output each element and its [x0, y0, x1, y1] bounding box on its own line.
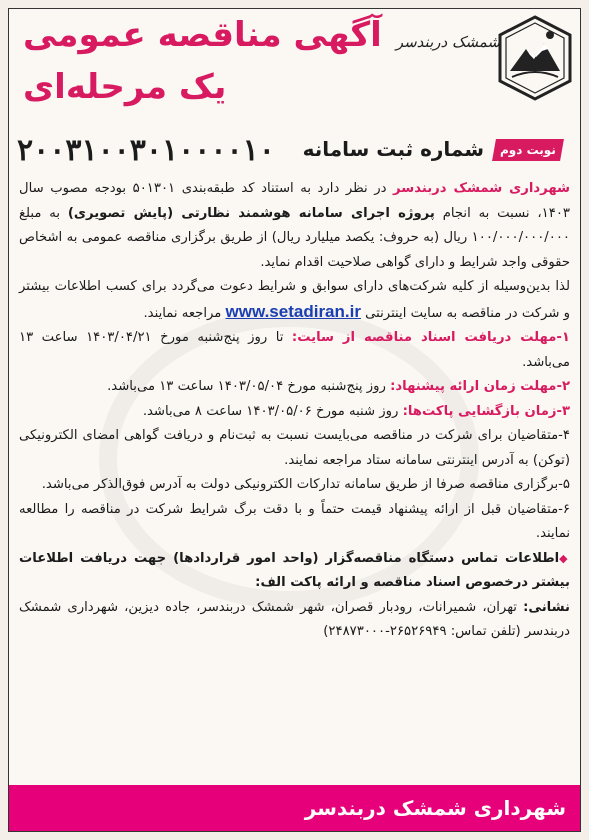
item-6: ۶-متقاضیان قبل از ارائه پیشنهاد قیمت حتماً و با دقت برگ شرایط شرکت در مناقصه را مطالعه نمایند. [19, 501, 570, 541]
address-paragraph: نشانی: تهران، شمیرانات، رودبار قصران، شهر شمشک دربندسر، جاده دیزین، شهرداری شمشک دربندسر (تلفن تماس: ۲۶۵۲۶۹۴۹-۲۴۸۷۳۰۰۰) [19, 599, 570, 639]
registration-row [9, 133, 580, 177]
round-badge: نوبت دوم [492, 139, 564, 161]
footer-banner: شهرداری شمشک دربندسر [9, 785, 580, 831]
project-name: پروژه اجرای سامانه هوشمند نظارتی (پایش تصویری) [67, 205, 435, 221]
item-1: ۱-مهلت دریافت اسناد مناقصه از سایت: تا روز پنج‌شنبه مورخ ۱۴۰۳/۰۴/۲۱ ساعت ۱۳ می‌باشد. [19, 330, 570, 370]
notice-body [19, 177, 570, 645]
contact-heading: ◆اطلاعات تماس دستگاه مناقصه‌گزار (واحد امور قراردادها) جهت دریافت اطلاعات بیشتر درخصوص اسناد مناقصه و ارائه پاکت الف: [19, 550, 570, 590]
item-3: ۳-زمان بازگشایی پاکت‌ها: روز شنبه مورخ ۱۴۰۳/۰۵/۰۶ ساعت ۸ می‌باشد. [142, 403, 570, 419]
setadiran-link[interactable]: www.setadiran.ir [225, 301, 361, 321]
notice-title: آگهی مناقصه عمومی [23, 15, 382, 55]
registration-label: شماره ثبت سامانه [302, 137, 484, 161]
invitation-paragraph: لذا بدین‌وسیله از کلیه شرکت‌های دارای سوابق و شرایط دعوت می‌گردد برای کسب اطلاعات بیشتر و شرکت در مناقصه به سایت اینترنتی www.setadiran.ir مراجعه نمایند. [19, 279, 570, 321]
notice-page [8, 8, 581, 832]
notice-subtitle: یک مرحله‌ای [23, 67, 227, 107]
item-2: ۲-مهلت زمان ارائه پیشنهاد: روز پنج‌شنبه مورخ ۱۴۰۳/۰۵/۰۴ ساعت ۱۳ می‌باشد. [107, 379, 570, 394]
item-5: ۵-برگزاری مناقصه صرفا از طریق سامانه تدارکات الکترونیکی دولت به آدرس فوق‌الذکر می‌باشد. [41, 477, 570, 492]
header [9, 9, 580, 129]
logo-text: شمشک دربندسر [395, 33, 500, 51]
item-4: ۴-متقاضیان برای شرکت در مناقصه می‌بایست نسبت به ثبت‌نام و دریافت گواهی امضای الکترونیکی (توکن) به آدرس اینترنتی سامانه ستاد مراجعه نمایند. [19, 428, 570, 468]
municipality-logo [395, 15, 572, 107]
intro-paragraph: شهرداری شمشک دربندسر در نظر دارد به استناد کد طبقه‌بندی ۵۰۱۳۰۱ بودجه مصوب سال ۱۴۰۳، نسبت به انجام پروژه اجرای سامانه هوشمند نظارتی (پایش تصویری) به مبلغ ۱۰۰/۰۰۰/۰۰۰/۰۰۰ ریال (به حروف: یکصد میلیارد ریال) از طریق برگزاری مناقصه عمومی به اشخاص حقوقی واجد شرایط و دارای گواهی صلاحیت اقدام نماید. [19, 181, 571, 270]
diamond-bullet-icon: ◆ [559, 551, 570, 565]
organization-name: شهرداری شمشک دربندسر [393, 181, 571, 196]
registration-number: ۲۰۰۳۱۰۰۳۰۱۰۰۰۰۱۰ [17, 133, 275, 168]
mountain-emblem-icon [498, 15, 572, 101]
